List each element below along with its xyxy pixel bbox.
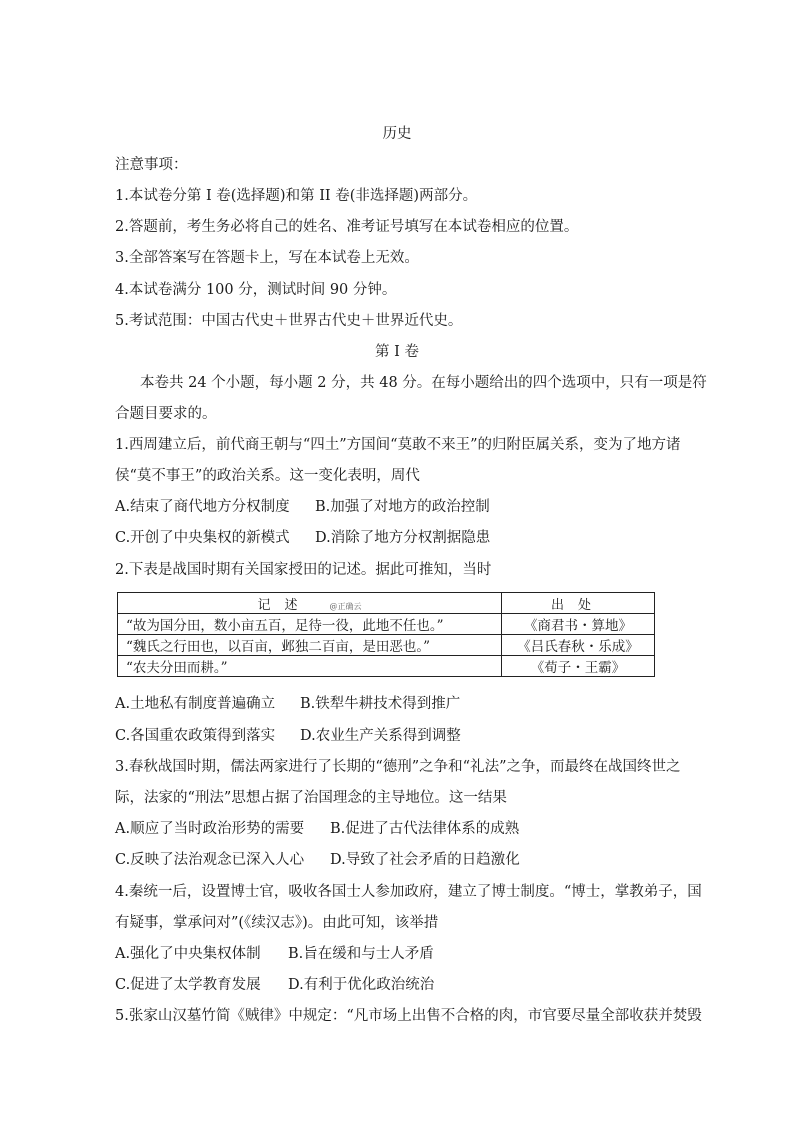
q3-option-a: A.顺应了当时政治形势的需要 <box>115 821 305 837</box>
q1-stem-line: 侯“莫不事王”的政治关系。这一变化表明，周代 <box>115 468 420 484</box>
header-label: 记述 <box>257 597 312 613</box>
q1-option-a: A.结束了商代地方分权制度 <box>115 499 290 515</box>
record-cell: “魏氏之行田也，以百亩，邺独二百亩，是田恶也。” <box>118 635 502 656</box>
q2-option-c: C.各国重农政策得到落实 <box>115 728 276 744</box>
q1-option-d: D.消除了地方分权割据隐患 <box>315 530 491 546</box>
q3-stem-line: 际，法家的“刑法”思想占据了治国理念的主导地位。这一结果 <box>115 790 507 806</box>
q3-option-c: C.反映了法治观念已深入人心 <box>115 852 305 868</box>
q4-option-d: D.有利于优化政治统治 <box>288 977 435 993</box>
notice-item: 1.本试卷分第 I 卷(选择题)和第 II 卷(非选择题)两部分。 <box>115 188 478 204</box>
section-intro-line: 合题目要求的。 <box>115 406 217 422</box>
section-intro-line: 本卷共 24 个小题，每小题 2 分，共 48 分。在每小题给出的四个选项中，只有一项是符 <box>140 375 707 391</box>
q1-stem-line: 1.西周建立后，前代商王朝与“四土”方国间“莫敢不来王”的归附臣属关系，变为了地方诸 <box>115 437 681 453</box>
table-header-row <box>118 593 655 614</box>
table-header-source: 出处 <box>502 593 655 614</box>
q4-stem-line: 有疑事，掌承问对”(《续汉志》)。由此可知，该举措 <box>115 915 439 931</box>
source-cell: 《吕氏春秋・乐成》 <box>502 635 655 656</box>
watermark-text: @正确云 <box>329 601 362 611</box>
q2-option-b: B.铁犁牛耕技术得到推广 <box>300 696 461 712</box>
record-cell: “农夫分田而耕。” <box>118 656 502 677</box>
q3-stem-line: 3.春秋战国时期，儒法两家进行了长期的“德刑”之争和“礼法”之争，而最终在战国终世之 <box>115 759 681 775</box>
q4-stem-line: 4.秦统一后，设置博士官，吸收各国士人参加政府，建立了博士制度。“博士，掌教弟子，国 <box>115 884 702 900</box>
table-header-record <box>118 593 502 614</box>
q1-option-b: B.加强了对地方的政治控制 <box>315 499 490 515</box>
q2-stem: 2.下表是战国时期有关国家授田的记述。据此可推知，当时 <box>115 562 492 578</box>
q3-option-b: B.促进了古代法律体系的成熟 <box>330 821 520 837</box>
table-row <box>118 656 655 677</box>
section-title: 第 I 卷 <box>375 344 419 360</box>
notice-header: 注意事项： <box>115 157 188 173</box>
q5-stem-line: 5.张家山汉墓竹简《贼律》中规定：“凡市场上出售不合格的肉，市官要尽量全部收获并焚毁 <box>115 1008 702 1024</box>
q3-option-d: D.导致了社会矛盾的日趋激化 <box>330 852 520 868</box>
notice-item: 2.答题前，考生务必将自己的姓名、准考证号填写在本试卷相应的位置。 <box>115 219 579 235</box>
table-row <box>118 635 655 656</box>
q1-option-c: C.开创了中央集权的新模式 <box>115 530 290 546</box>
q4-option-a: A.强化了中央集权体制 <box>115 946 261 962</box>
q4-option-b: B.旨在缓和与士人矛盾 <box>288 946 434 962</box>
notice-item: 4.本试卷满分 100 分，测试时间 90 分钟。 <box>115 282 397 298</box>
table-row <box>118 614 655 635</box>
notice-item: 5.考试范围：中国古代史＋世界古代史＋世界近代史。 <box>115 313 463 329</box>
exam-title: 历史 <box>382 126 412 142</box>
record-cell: “故为国分田，数小亩五百，足待一役，此地不任也。” <box>118 614 502 635</box>
q2-option-a: A.土地私有制度普遍确立 <box>115 696 276 712</box>
q4-option-c: C.促进了太学教育发展 <box>115 977 261 993</box>
q2-option-d: D.农业生产关系得到调整 <box>300 728 461 744</box>
source-cell: 《荀子・王霸》 <box>502 656 655 677</box>
source-cell: 《商君书・算地》 <box>502 614 655 635</box>
notice-item: 3.全部答案写在答题卡上，写在本试卷上无效。 <box>115 250 419 266</box>
q2-records-table <box>117 592 655 677</box>
